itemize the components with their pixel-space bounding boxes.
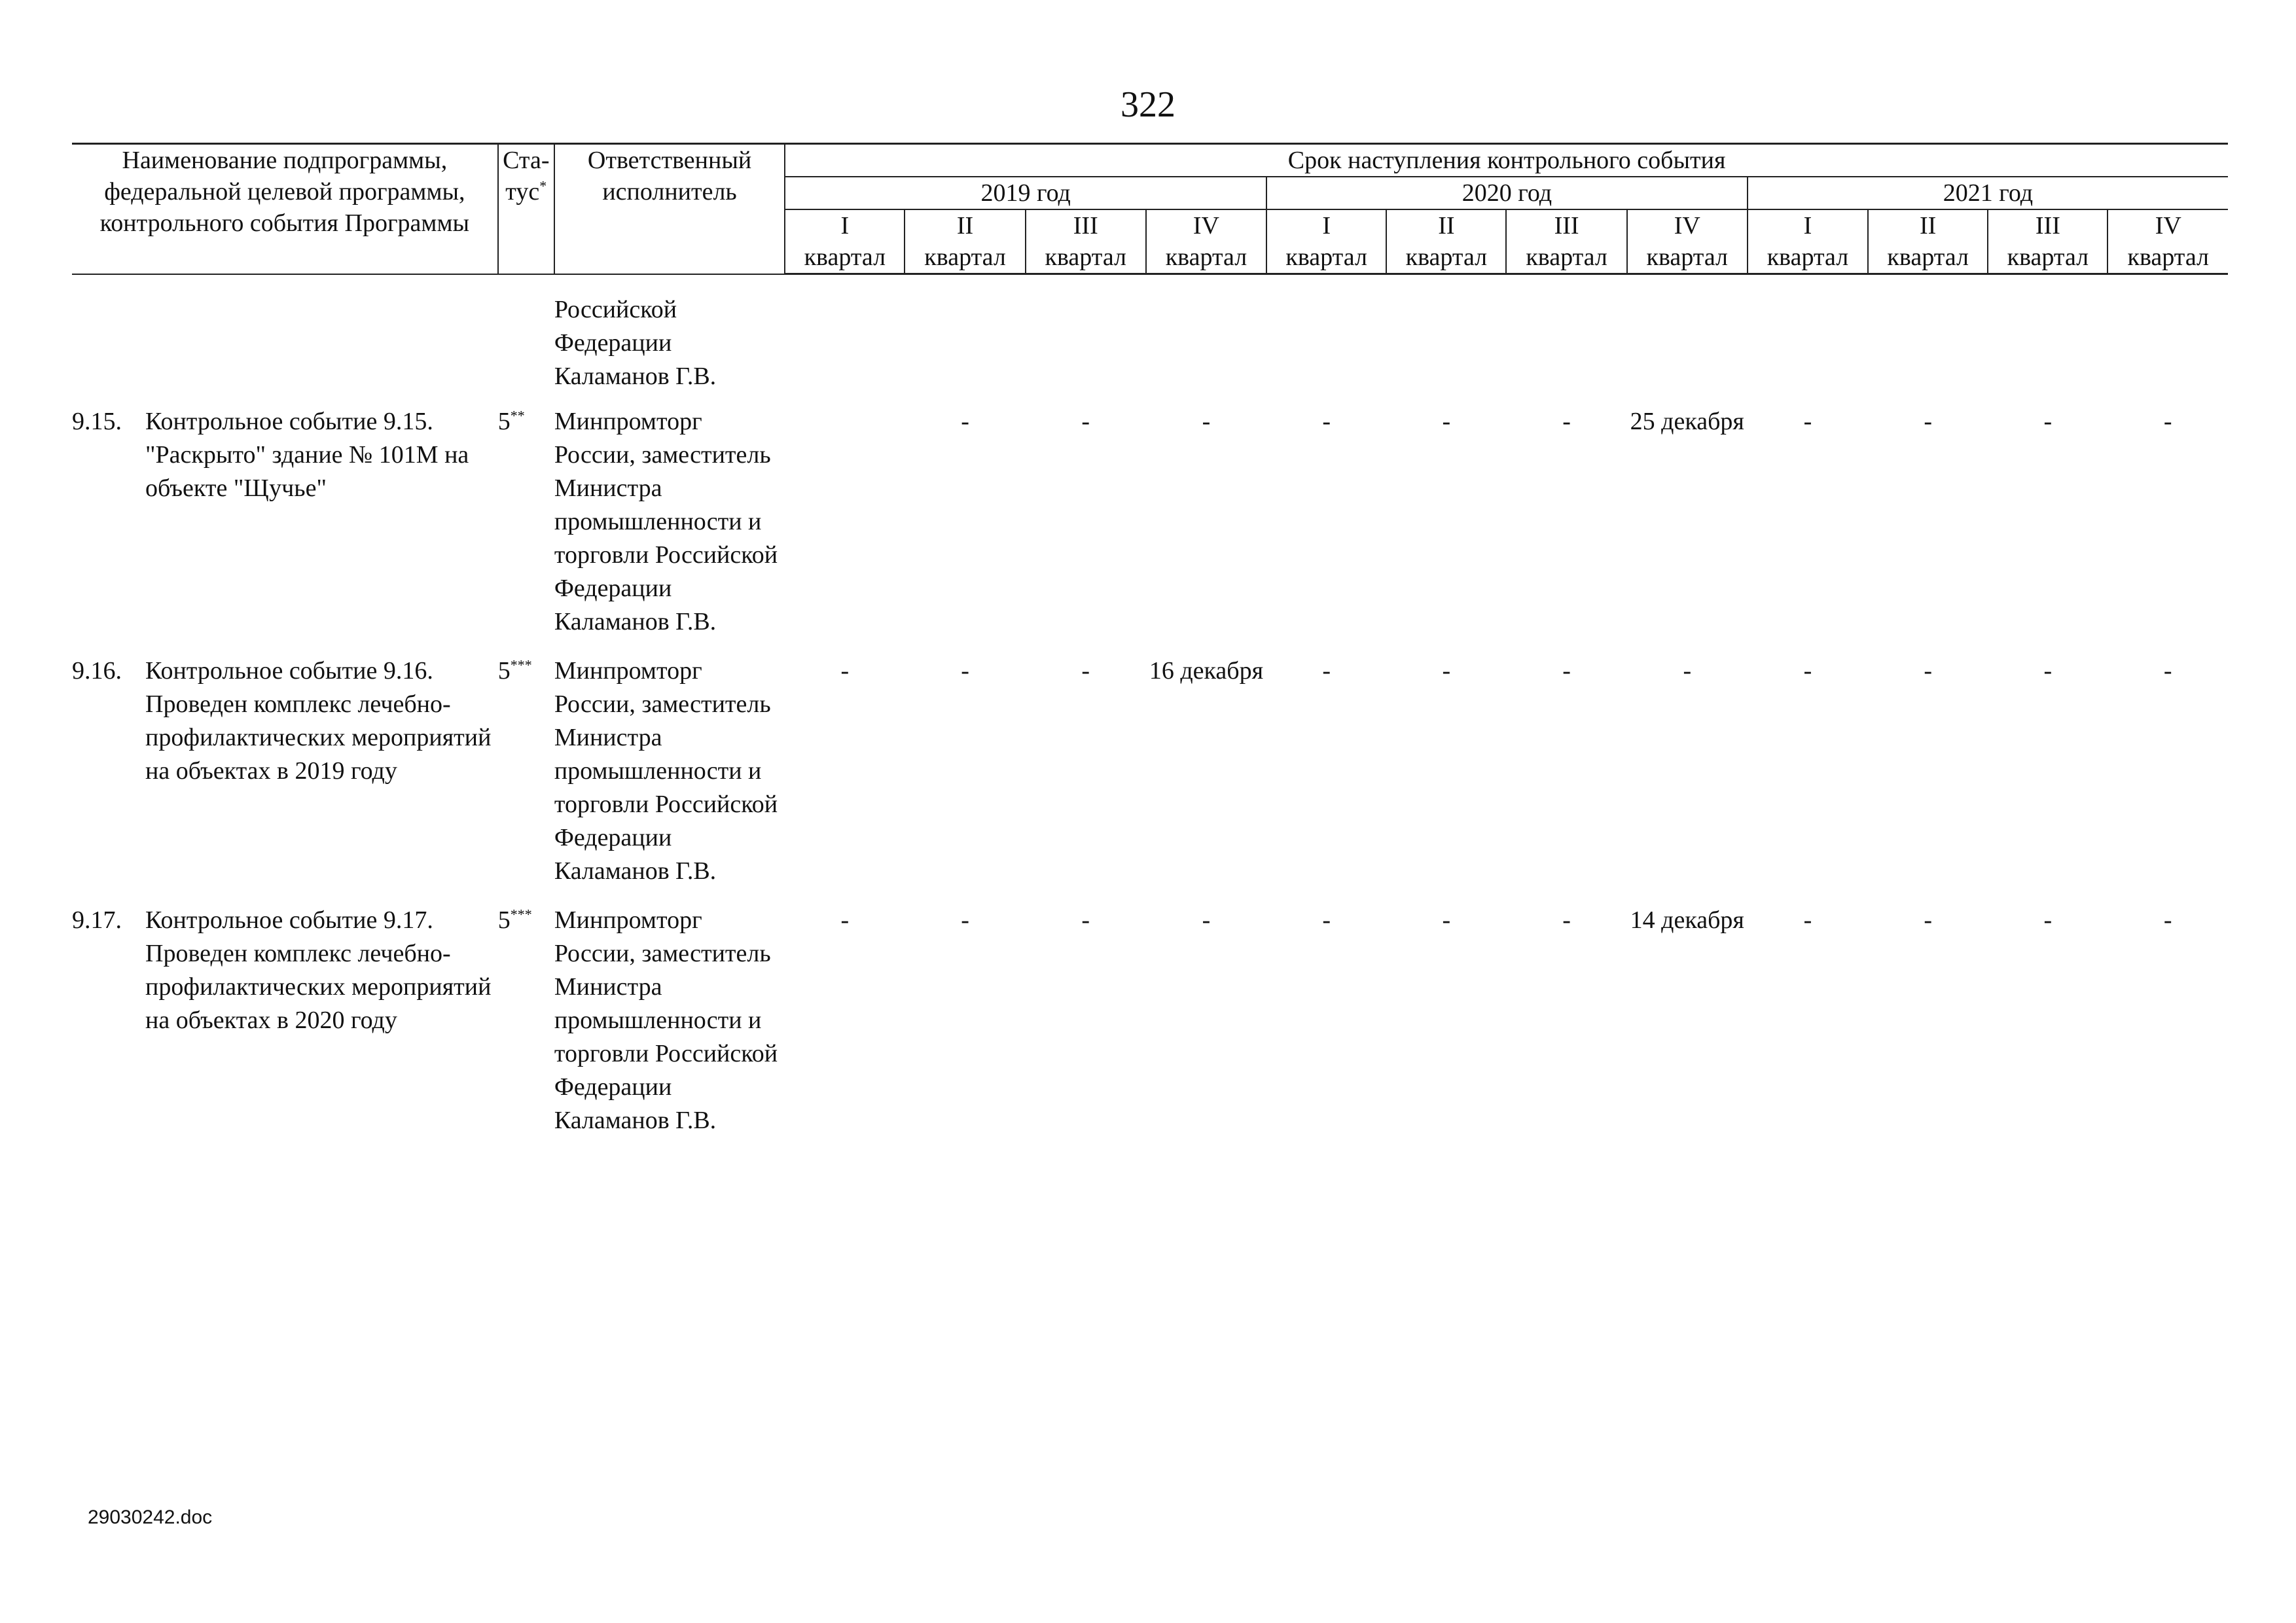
status-value: 5 [497, 906, 511, 934]
header-quarter-word: квартал [1285, 243, 1367, 271]
header-quarter-word: квартал [2007, 243, 2089, 271]
header-quarter-numeral: II [1438, 212, 1455, 240]
table-row [72, 904, 2228, 1153]
event-name: Контрольное событие 9.15. "Раскрыто" здание № 101М на объекте "Щучье" [145, 408, 469, 502]
status-mark: *** [510, 656, 532, 673]
quarter-cell: - [1442, 657, 1451, 685]
quarter-cell: - [1322, 408, 1331, 435]
header-quarter-numeral: III [2035, 212, 2060, 240]
quarter-cell: - [1803, 408, 1812, 435]
header-quarter [1868, 209, 1988, 274]
header-quarter-numeral: II [956, 212, 974, 240]
header-quarter-word: квартал [804, 243, 886, 271]
quarter-cell: - [2043, 657, 2053, 685]
status-mark: ** [510, 407, 525, 424]
header-quarter-word: квартал [1165, 243, 1247, 271]
quarter-cell: - [961, 906, 969, 934]
header-quarter-numeral: I [840, 212, 850, 240]
header-quarter-word: квартал [924, 243, 1006, 271]
header-quarter [1988, 209, 2108, 274]
event-name-cell [72, 904, 498, 1153]
quarter-cell: - [1924, 906, 1932, 934]
header-quarter [1386, 209, 1506, 274]
header-quarter [1026, 209, 1146, 274]
header-quarter-word: квартал [1045, 243, 1127, 271]
continuation-row [72, 293, 2228, 405]
quarter-cell: - [961, 408, 969, 435]
event-responsible: Минпромторг России, заместитель Министра промышленности и торговли Российской Федерации Каламанов Г.В. [554, 906, 778, 1134]
event-responsible: Минпромторг России, заместитель Министра промышленности и торговли Российской Федерации Каламанов Г.В. [554, 408, 778, 635]
quarter-cell: - [1562, 906, 1571, 934]
status-mark: *** [510, 906, 532, 923]
table-row [72, 405, 2228, 654]
event-status [498, 654, 554, 904]
status-value: 5 [497, 408, 511, 435]
event-number: 9.16. [72, 657, 122, 685]
header-quarter [1627, 209, 1748, 274]
header-responsible: Ответственный исполнитель [554, 144, 785, 274]
quarter-cell: - [1924, 657, 1932, 685]
table-row [72, 654, 2228, 904]
quarter-cell: - [840, 657, 850, 685]
continuation-responsible: Российской Федерации Каламанов Г.В. [554, 296, 717, 390]
header-name: Наименование подпрограммы, федеральной целевой программы, контрольного события Программы [72, 144, 498, 274]
quarter-cell: - [1562, 657, 1571, 685]
header-quarter-word: квартал [1767, 243, 1849, 271]
header-quarter [2108, 209, 2228, 274]
header-quarter-numeral: II [1920, 212, 1937, 240]
quarter-cell: - [1081, 657, 1090, 685]
quarter-cell: - [1081, 408, 1090, 435]
event-name-cell [72, 405, 498, 654]
document-code: 29030242.doc [88, 1507, 213, 1528]
quarter-cell: - [2043, 408, 2053, 435]
quarter-cell: - [1202, 906, 1211, 934]
header-quarter-numeral: I [1322, 212, 1331, 240]
quarter-cell: - [1562, 408, 1571, 435]
quarter-cell: 14 декабря [1630, 906, 1744, 934]
event-name-cell [72, 654, 498, 904]
quarter-cell: - [2163, 906, 2172, 934]
quarter-cell: 25 декабря [1630, 408, 1744, 435]
quarter-cell: - [1924, 408, 1932, 435]
header-quarter-numeral: IV [1674, 212, 1700, 240]
header-quarter [785, 209, 905, 274]
event-name: Контрольное событие 9.17. Проведен комплекс лечебно-профилактических мероприятий на объектах в 2020 году [145, 906, 492, 1034]
event-status [498, 405, 554, 654]
event-number: 9.17. [72, 906, 122, 934]
quarter-cell [785, 405, 905, 654]
header-quarter-numeral: I [1803, 212, 1812, 240]
quarter-cell: - [1442, 408, 1451, 435]
header-quarter-numeral: III [1554, 212, 1579, 240]
header-quarter [1748, 209, 1868, 274]
header-quarter [1146, 209, 1266, 274]
quarter-cell: - [2163, 657, 2172, 685]
quarter-cell: 16 декабря [1149, 657, 1264, 685]
quarter-cell: - [1081, 906, 1090, 934]
header-quarter [1506, 209, 1626, 274]
header-status: Ста-тус* [498, 144, 554, 274]
header-quarter-word: квартал [1405, 243, 1488, 271]
quarter-cell: - [840, 906, 850, 934]
event-name: Контрольное событие 9.16. Проведен комплекс лечебно-профилактических мероприятий на объектах в 2019 году [145, 657, 492, 785]
header-deadline-group: Срок наступления контрольного события [785, 144, 2228, 177]
header-quarter-numeral: III [1073, 212, 1098, 240]
header-quarter-numeral: IV [2155, 212, 2181, 240]
quarter-cell: - [1322, 906, 1331, 934]
quarter-cell: - [961, 657, 969, 685]
header-year-2021: 2021 год [1748, 177, 2228, 209]
header-quarter-word: квартал [1526, 243, 1607, 271]
header-year-2019: 2019 год [785, 177, 1266, 209]
header-quarter-word: квартал [1887, 243, 1969, 271]
header-quarter-numeral: IV [1193, 212, 1220, 240]
quarter-cell: - [1202, 408, 1211, 435]
quarter-cell: - [2163, 408, 2172, 435]
quarter-cell: - [1683, 657, 1692, 685]
header-quarter [905, 209, 1025, 274]
control-events-table [72, 143, 2228, 1153]
event-responsible: Минпромторг России, заместитель Министра промышленности и торговли Российской Федерации Каламанов Г.В. [554, 657, 778, 885]
quarter-cell: - [1322, 657, 1331, 685]
quarter-cell: - [1442, 906, 1451, 934]
page-number: 322 [1121, 84, 1175, 125]
quarter-cell: - [1803, 657, 1812, 685]
quarter-cell: - [2043, 906, 2053, 934]
event-number: 9.15. [72, 408, 122, 435]
header-quarter-word: квартал [1646, 243, 1729, 271]
header-quarter [1266, 209, 1386, 274]
header-year-2020: 2020 год [1266, 177, 1748, 209]
status-value: 5 [497, 657, 511, 685]
quarter-cell: - [1803, 906, 1812, 934]
event-status [498, 904, 554, 1153]
header-quarter-word: квартал [2127, 243, 2209, 271]
